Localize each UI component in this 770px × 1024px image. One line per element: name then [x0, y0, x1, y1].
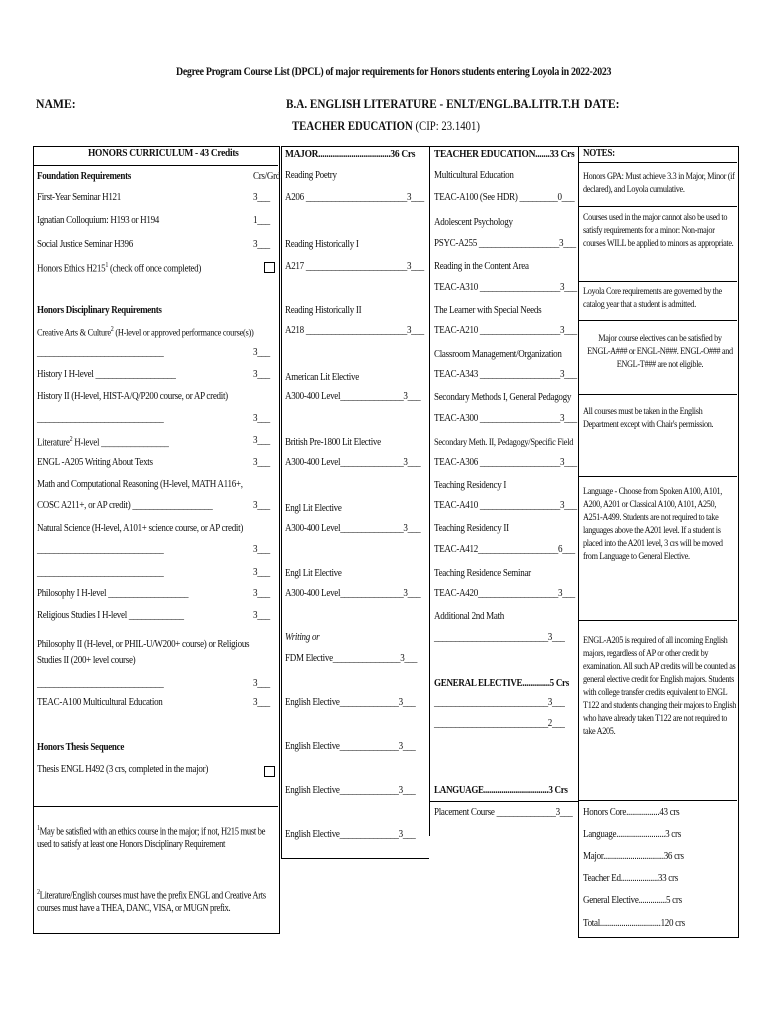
teacher-item-line[interactable]: TEAC-A343 ___________________3___ — [434, 369, 577, 380]
major-item-title: Reading Poetry — [285, 170, 337, 181]
note-engl-a205: ENGL-A205 is required of all incoming English majors, regardless of AP or other credit by examination. All such AP credits will be counted as general elective credit for English majors. Students with college transfer credits equivalent to ENGL T122 and students changing their majors to English who have already taken T122 are not required to take A205. — [583, 635, 737, 737]
teacher-item-title: Multicultural Education — [434, 170, 514, 181]
thesis-heading: Honors Thesis Sequence — [37, 742, 125, 753]
honors-row-label: Math and Computational Reasoning (H-level, MATH A116+, — [37, 479, 243, 490]
name-label: NAME: — [36, 96, 76, 111]
honors-row-label: Philosophy I H-level ___________________ — [37, 588, 189, 599]
teacher-item-title: Additional 2nd Math — [434, 611, 505, 622]
placement-course-line[interactable]: Placement Course ______________3___ — [434, 807, 573, 818]
footnote-divider — [33, 806, 278, 807]
honors-row-label: Natural Science (H-level, A101+ science course, or AP credit) — [37, 523, 244, 534]
major-item-line[interactable]: English Elective______________3___ — [285, 697, 416, 708]
teacher-item-line[interactable]: ___________________________3___ — [434, 632, 565, 643]
teacher-ed-heading: TEACHER EDUCATION.......33 Crs — [434, 148, 575, 160]
major-item-title: Engl Lit Elective — [285, 503, 342, 514]
teacher-item-line[interactable]: TEAC-A412___________________6___ — [434, 544, 575, 555]
note-language: Language - Choose from Spoken A100, A101, A200, A201 or Classical A100, A101, A250, A251-A499. Students are not required to take languages above the A201 level. If a student is placed into the A201 level, 3 crs will be moved from Language to General Elective. — [583, 486, 723, 562]
major-top-border — [281, 146, 429, 147]
crs-grd-label: Crs/Grd — [253, 171, 280, 182]
credit-blank[interactable]: 3___ — [253, 413, 270, 424]
teacher-item-title: Teaching Residency I — [434, 480, 507, 491]
credit-blank[interactable]: 3___ — [253, 610, 270, 621]
major-right-border — [429, 146, 430, 836]
teacher-item-title: The Learner with Special Needs — [434, 305, 542, 316]
cip-code: (CIP: 23.1401) — [415, 119, 480, 133]
honors-row-label: First-Year Seminar H121 — [37, 192, 121, 203]
blank-line[interactable]: ______________________________ — [37, 567, 164, 578]
note-gpa: Honors GPA: Must achieve 3.3 in Major, Minor (if declared), and Loyola cumulative. — [583, 171, 735, 195]
footnote-marker: 1 — [37, 824, 40, 832]
notes-header-divider — [578, 162, 737, 163]
footnote-1-text: May be satisfied with an ethics course in the major; if not, H215 must be used to satisfy at least one Honors Disciplinary Requirement — [37, 826, 266, 851]
honors-row-label: ENGL -A205 Writing About Texts — [37, 457, 153, 468]
major-item-line[interactable]: English Elective______________3___ — [285, 829, 416, 840]
footnote-ref: 2 — [69, 435, 73, 443]
notes-divider-6 — [578, 620, 737, 621]
major-item-title: Engl Lit Elective — [285, 568, 342, 579]
language-divider — [429, 801, 578, 802]
credit-blank[interactable]: 3___ — [253, 435, 270, 446]
teacher-item-line[interactable]: PSYC-A255 ___________________3___ — [434, 238, 576, 249]
disciplinary-heading: Honors Disciplinary Requirements — [37, 305, 162, 316]
honors-row-label: Philosophy II (H-level, or PHIL-U/W200+ course) or Religious — [37, 639, 250, 650]
teacher-item-line[interactable]: TEAC-A100 (See HDR) _________0___ — [434, 192, 575, 203]
honors-row-label: Social Justice Seminar H396 — [37, 239, 133, 250]
teacher-item-line[interactable]: TEAC-A420___________________3___ — [434, 588, 575, 599]
major-item-title: American Lit Elective — [285, 372, 359, 383]
major-item-title: British Pre-1800 Lit Elective — [285, 437, 381, 448]
credit-blank[interactable]: 3___ — [253, 500, 270, 511]
major-item-line[interactable]: A300-400 Level_______________3___ — [285, 588, 421, 599]
note-english-department: All courses must be taken in the English Department except with Chair's permission. — [583, 406, 714, 430]
total-major: Major...............................36 crs — [583, 851, 684, 862]
major-item-title: Reading Historically II — [285, 305, 362, 316]
credit-blank[interactable]: 1___ — [253, 215, 270, 226]
honors-heading: HONORS CURRICULUM - 43 Credits — [88, 147, 239, 159]
honors-row-label: History II (H-level, HIST-A/Q/P200 course, or AP credit) — [37, 391, 228, 402]
teacher-item-title: Reading in the Content Area — [434, 261, 529, 272]
teacher-item-line[interactable]: TEAC-A300 ___________________3___ — [434, 413, 577, 424]
credit-blank[interactable]: 3___ — [253, 192, 270, 203]
teacher-item-title: Classroom Management/Organization — [434, 349, 562, 360]
blank-line[interactable]: ______________________________ — [37, 413, 164, 424]
teacher-item-title: Adolescent Psychology — [434, 217, 513, 228]
document-title: Degree Program Course List (DPCL) of major requirements for Honors students entering Loyola in 2022-2023 — [176, 66, 612, 78]
major-left-border — [281, 146, 282, 858]
creative-arts-label — [37, 325, 254, 338]
literature-suffix: H-level ________________ — [72, 437, 169, 449]
blank-line[interactable]: ______________________________ — [37, 544, 164, 555]
notes-divider-5 — [578, 476, 737, 477]
teacher-item-line[interactable]: TEAC-A310 ___________________3___ — [434, 282, 577, 293]
credit-blank[interactable]: 3___ — [253, 369, 270, 380]
note-core-requirements: Loyola Core requirements are governed by the catalog year that a student is admitted. — [583, 286, 722, 310]
major-item-line[interactable]: English Elective______________3___ — [285, 741, 416, 752]
footnote-ref: 2 — [110, 325, 114, 333]
total-honors-core: Honors Core.................43 crs — [583, 807, 680, 818]
honors-row-label: COSC A211+, or AP credit) ___________________ — [37, 500, 213, 511]
notes-divider-3 — [578, 320, 737, 321]
language-heading: LANGUAGE.................................3 Crs — [434, 785, 568, 796]
total-teacher-ed: Teacher Ed...................33 crs — [583, 873, 678, 884]
honors-row-label: Ignatian Colloquium: H193 or H194 — [37, 215, 159, 226]
teacher-item-title: Secondary Meth. II, Pedagogy/Specific Field — [434, 437, 574, 448]
literature-text: Literature — [37, 437, 70, 449]
creative-arts-suffix: (H-level or approved performance course(s)) — [113, 327, 254, 339]
major-heading: MAJOR...................................36 Crs — [285, 148, 416, 160]
ethics-checkbox[interactable] — [264, 262, 275, 273]
footnote-1 — [37, 822, 280, 851]
major-item-line[interactable]: A300-400 Level_______________3___ — [285, 391, 421, 402]
footnote-2-text: Literature/English courses must have the prefix ENGL and Creative Arts courses must have a THEA, DANC, VISA, or MUGN prefix. — [37, 890, 266, 915]
creative-arts-text: Creative Arts & Culture — [37, 327, 111, 339]
blank-line[interactable]: ______________________________ — [37, 347, 164, 358]
honors-row-label: History I H-level ___________________ — [37, 369, 176, 380]
note-minor-courses: Courses used in the major cannot also be used to satisfy requirements for a minor: Non-major courses WILL be applied to minors as appropriate. — [583, 212, 734, 249]
notes-heading: NOTES: — [583, 148, 615, 159]
ethics-label-text: Honors Ethics H215 — [37, 263, 106, 275]
credit-blank[interactable]: 3___ — [253, 678, 270, 689]
major-item-line[interactable]: A218 ________________________3___ — [285, 325, 424, 336]
major-item-line[interactable]: A300-400 Level_______________3___ — [285, 457, 421, 468]
track-name: TEACHER EDUCATION — [292, 119, 413, 133]
teacher-item-title: Teaching Residence Seminar — [434, 568, 531, 579]
notes-divider-2 — [578, 281, 737, 282]
teacher-item-line[interactable]: TEAC-A306 ___________________3___ — [434, 457, 577, 468]
honors-row-label: Studies II (200+ level course) — [37, 655, 136, 666]
blank-line[interactable]: ______________________________ — [37, 678, 164, 689]
credit-blank[interactable]: 3___ — [253, 697, 270, 708]
teacher-item-line[interactable]: TEAC-A410 ___________________3___ — [434, 500, 577, 511]
major-item-line[interactable]: A217 ________________________3___ — [285, 261, 424, 272]
general-elective-heading: GENERAL ELECTIVE..............5 Crs — [434, 678, 569, 689]
credit-blank[interactable]: 3___ — [253, 588, 270, 599]
major-item-line[interactable]: A206 ________________________3___ — [285, 192, 424, 203]
teacher-top-border — [429, 146, 578, 147]
track-title — [292, 119, 480, 134]
major-item-line[interactable]: A300-400 Level_______________3___ — [285, 523, 421, 534]
date-label: DATE: — [584, 96, 620, 111]
total-credits: Total...............................120 crs — [583, 918, 685, 929]
honors-row-label: Religious Studies I H-level _____________ — [37, 610, 184, 621]
notes-divider-1 — [578, 206, 737, 207]
thesis-checkbox[interactable] — [264, 766, 275, 777]
general-elective-line[interactable]: ___________________________2___ — [434, 718, 565, 729]
total-general-elective: General Elective..............5 crs — [583, 895, 682, 906]
footnote-2 — [37, 886, 280, 915]
honors-header-divider — [33, 165, 278, 166]
teacher-item-line[interactable]: TEAC-A210 ___________________3___ — [434, 325, 577, 336]
notes-divider-7 — [578, 800, 737, 801]
foundation-heading: Foundation Requirements — [37, 171, 132, 182]
credit-blank[interactable]: 3___ — [253, 457, 270, 468]
teacher-item-title: Secondary Methods I, General Pedagogy — [434, 392, 572, 403]
credit-blank[interactable]: 3___ — [253, 544, 270, 555]
credit-blank[interactable]: 3___ — [253, 567, 270, 578]
major-item-line[interactable]: English Elective______________3___ — [285, 785, 416, 796]
major-item-title: Writing or — [285, 632, 320, 643]
literature-label — [37, 435, 169, 449]
ethics-label-suffix: (check off once completed) — [108, 263, 202, 275]
note-major-electives: Major course electives can be satisfied by ENGL-A### or ENGL-N###. ENGL-O### and ENGL-T### are not eligible. — [587, 333, 733, 370]
major-bottom-border — [281, 858, 429, 859]
notes-divider-4 — [578, 394, 737, 395]
honors-row-label: TEAC-A100 Multicultural Education — [37, 697, 163, 708]
total-language: Language.........................3 crs — [583, 829, 681, 840]
footnote-ref: 1 — [105, 261, 109, 269]
thesis-row-label: Thesis ENGL H492 (3 crs, completed in the major) — [37, 764, 209, 775]
honors-ethics-label — [37, 261, 201, 275]
program-title: B.A. ENGLISH LITERATURE - ENLT/ENGL.BA.LITR.T.H — [286, 96, 580, 111]
credit-blank[interactable]: 3___ — [253, 347, 270, 358]
major-item-line[interactable]: FDM Elective________________3___ — [285, 653, 418, 664]
credit-blank[interactable]: 3___ — [253, 239, 270, 250]
general-elective-line[interactable]: ___________________________3___ — [434, 697, 565, 708]
teacher-item-title: Teaching Residency II — [434, 523, 509, 534]
major-item-title: Reading Historically I — [285, 239, 359, 250]
footnote-marker: 2 — [37, 888, 40, 896]
